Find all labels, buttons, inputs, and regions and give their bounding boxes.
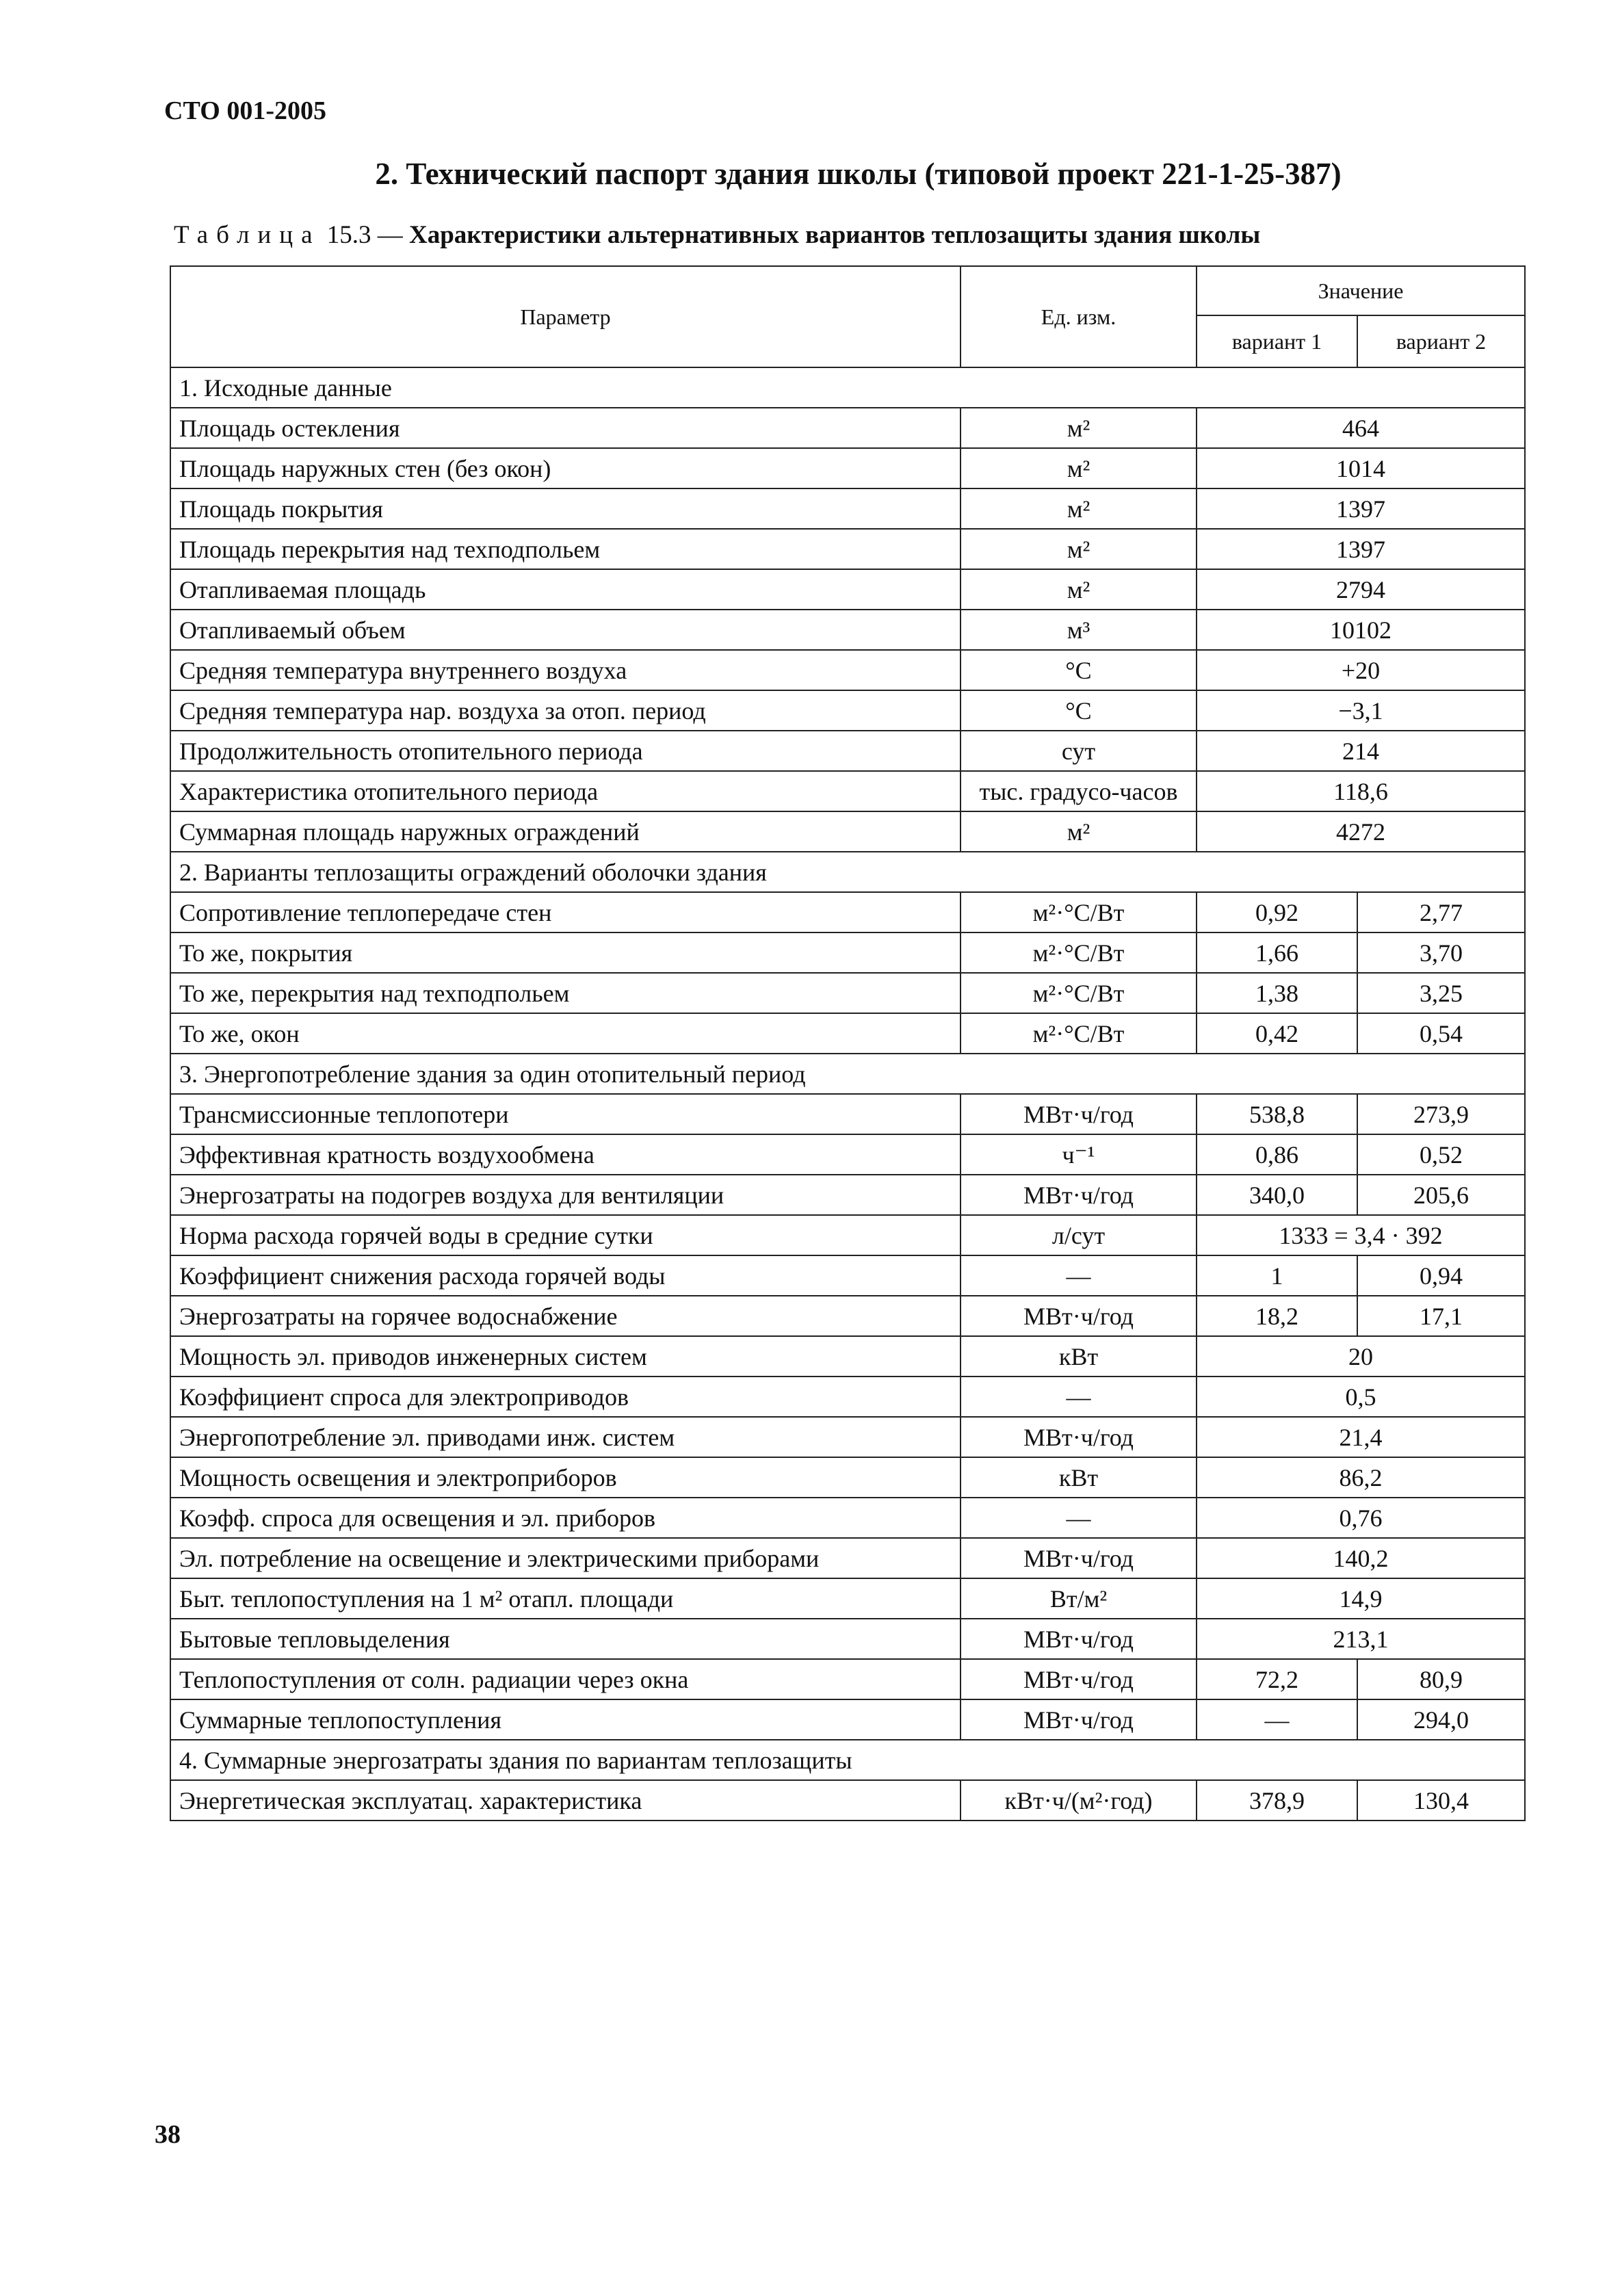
table-row [170, 1699, 1525, 1740]
table-row [170, 1780, 1525, 1821]
variant-1-cell: 378,9 [1197, 1780, 1357, 1821]
value-cell: 14,9 [1197, 1578, 1525, 1619]
value-cell: 21,4 [1197, 1417, 1525, 1457]
table-row [170, 610, 1525, 650]
param-cell: Площадь наружных стен (без окон) [170, 448, 961, 488]
param-cell: Коэфф. спроса для освещения и эл. приборов [170, 1498, 961, 1538]
table-row [170, 1538, 1525, 1578]
table-row [170, 771, 1525, 811]
param-cell: То же, окон [170, 1013, 961, 1054]
param-cell: Средняя температура нар. воздуха за отоп. период [170, 690, 961, 731]
variant-2-cell: 2,77 [1357, 892, 1525, 932]
param-cell: То же, покрытия [170, 932, 961, 973]
unit-cell: МВт·ч/год [961, 1175, 1197, 1215]
table-row [170, 1578, 1525, 1619]
param-cell: Площадь покрытия [170, 488, 961, 529]
variant-1-cell: 0,92 [1197, 892, 1357, 932]
variant-1-cell: 72,2 [1197, 1659, 1357, 1699]
unit-cell: МВт·ч/год [961, 1619, 1197, 1659]
unit-cell: сут [961, 731, 1197, 771]
table-row [170, 408, 1525, 448]
param-cell: Площадь перекрытия над техподпольем [170, 529, 961, 569]
param-cell: Теплопоступления от солн. радиации через окна [170, 1659, 961, 1699]
table-caption [174, 220, 1260, 250]
header-unit: Ед. изм. [961, 266, 1197, 367]
table-row [170, 1498, 1525, 1538]
param-cell: Трансмиссионные теплопотери [170, 1094, 961, 1134]
table-row [170, 1377, 1525, 1417]
param-cell: Бытовые тепловыделения [170, 1619, 961, 1659]
table-row [170, 1215, 1525, 1255]
unit-cell: МВт·ч/год [961, 1659, 1197, 1699]
table-row [170, 1336, 1525, 1377]
variant-2-cell: 205,6 [1357, 1175, 1525, 1215]
unit-cell: тыс. градусо-часов [961, 771, 1197, 811]
unit-cell: м² [961, 448, 1197, 488]
table-row [170, 1457, 1525, 1498]
unit-cell: м² [961, 488, 1197, 529]
variant-1-cell: 1 [1197, 1255, 1357, 1296]
section-row [170, 1740, 1525, 1780]
table-caption-label: Таблица [174, 221, 321, 249]
value-cell: 86,2 [1197, 1457, 1525, 1498]
unit-cell: °С [961, 690, 1197, 731]
variant-1-cell: 340,0 [1197, 1175, 1357, 1215]
header-variant-1: вариант 1 [1197, 315, 1357, 367]
unit-cell: Вт/м² [961, 1578, 1197, 1619]
header-variant-2: вариант 2 [1357, 315, 1525, 367]
table-row [170, 932, 1525, 973]
param-cell: Энергозатраты на подогрев воздуха для вентиляции [170, 1175, 961, 1215]
param-cell: Энергопотребление эл. приводами инж. систем [170, 1417, 961, 1457]
variant-1-cell: 0,86 [1197, 1134, 1357, 1175]
section-title-text: 2. Технический паспорт здания школы (типовой проект 221-1-25-387) [375, 157, 1342, 191]
table-row [170, 1134, 1525, 1175]
section-row [170, 852, 1525, 892]
param-cell: Мощность освещения и электроприборов [170, 1457, 961, 1498]
value-cell: 1397 [1197, 529, 1525, 569]
param-cell: Быт. теплопоступления на 1 м² отапл. площади [170, 1578, 961, 1619]
param-cell: Сопротивление теплопередаче стен [170, 892, 961, 932]
section-title: 2. Варианты теплозащиты ограждений оболочки здания [170, 852, 1525, 892]
value-cell: 10102 [1197, 610, 1525, 650]
param-cell: Отапливаемая площадь [170, 569, 961, 610]
unit-cell: м²·°С/Вт [961, 1013, 1197, 1054]
value-cell: 4272 [1197, 811, 1525, 852]
value-cell: 464 [1197, 408, 1525, 448]
table-row [170, 892, 1525, 932]
param-cell: То же, перекрытия над техподпольем [170, 973, 961, 1013]
param-cell: Средняя температура внутреннего воздуха [170, 650, 961, 690]
unit-cell: м²·°С/Вт [961, 892, 1197, 932]
table-body [170, 266, 1525, 1821]
document-code: СТО 001-2005 [164, 96, 326, 125]
table-row [170, 448, 1525, 488]
table-row [170, 1417, 1525, 1457]
table-caption-text: Характеристики альтернативных вариантов теплозащиты здания школы [409, 221, 1261, 249]
variant-2-cell: 0,54 [1357, 1013, 1525, 1054]
value-cell: 20 [1197, 1336, 1525, 1377]
table-caption-number: 15.3 — [326, 221, 403, 249]
unit-cell: МВт·ч/год [961, 1296, 1197, 1336]
param-cell: Энергетическая эксплуатац. характеристика [170, 1780, 961, 1821]
value-cell: 2794 [1197, 569, 1525, 610]
value-cell: 0,5 [1197, 1377, 1525, 1417]
value-cell: −3,1 [1197, 690, 1525, 731]
value-cell: 118,6 [1197, 771, 1525, 811]
table-row [170, 1013, 1525, 1054]
variant-2-cell: 17,1 [1357, 1296, 1525, 1336]
value-cell: 1014 [1197, 448, 1525, 488]
unit-cell: м² [961, 811, 1197, 852]
section-row [170, 1054, 1525, 1094]
param-cell: Суммарная площадь наружных ограждений [170, 811, 961, 852]
unit-cell: м² [961, 408, 1197, 448]
param-cell: Суммарные теплопоступления [170, 1699, 961, 1740]
param-cell: Отапливаемый объем [170, 610, 961, 650]
param-cell: Энергозатраты на горячее водоснабжение [170, 1296, 961, 1336]
table-header-row [170, 266, 1525, 315]
value-cell: 1333 = 3,4 · 392 [1197, 1215, 1525, 1255]
section-title: 4. Суммарные энергозатраты здания по вариантам теплозащиты [170, 1740, 1525, 1780]
unit-cell: м²·°С/Вт [961, 932, 1197, 973]
param-cell: Площадь остекления [170, 408, 961, 448]
param-cell: Норма расхода горячей воды в средние сутки [170, 1215, 961, 1255]
value-cell: 1397 [1197, 488, 1525, 529]
table-row [170, 731, 1525, 771]
variant-1-cell: 18,2 [1197, 1296, 1357, 1336]
unit-cell: — [961, 1255, 1197, 1296]
variant-2-cell: 3,25 [1357, 973, 1525, 1013]
variant-2-cell: 130,4 [1357, 1780, 1525, 1821]
param-cell: Характеристика отопительного периода [170, 771, 961, 811]
param-cell: Эл. потребление на освещение и электрическими приборами [170, 1538, 961, 1578]
param-cell: Коэффициент снижения расхода горячей воды [170, 1255, 961, 1296]
unit-cell: МВт·ч/год [961, 1094, 1197, 1134]
table-row [170, 811, 1525, 852]
variant-1-cell: 538,8 [1197, 1094, 1357, 1134]
section-title: 1. Исходные данные [170, 367, 1525, 408]
table-row [170, 1619, 1525, 1659]
characteristics-table [170, 265, 1526, 1821]
table-row [170, 1175, 1525, 1215]
unit-cell: кВт [961, 1457, 1197, 1498]
variant-1-cell: 0,42 [1197, 1013, 1357, 1054]
value-cell: 213,1 [1197, 1619, 1525, 1659]
variant-2-cell: 0,94 [1357, 1255, 1525, 1296]
unit-cell: л/сут [961, 1215, 1197, 1255]
unit-cell: — [961, 1377, 1197, 1417]
unit-cell: кВт [961, 1336, 1197, 1377]
unit-cell: кВт·ч/(м²·год) [961, 1780, 1197, 1821]
variant-2-cell: 273,9 [1357, 1094, 1525, 1134]
table-row [170, 569, 1525, 610]
param-cell: Мощность эл. приводов инженерных систем [170, 1336, 961, 1377]
unit-cell: м³ [961, 610, 1197, 650]
table-row [170, 690, 1525, 731]
variant-2-cell: 80,9 [1357, 1659, 1525, 1699]
unit-cell: ч⁻¹ [961, 1134, 1197, 1175]
section-title: 3. Энергопотребление здания за один отопительный период [170, 1054, 1525, 1094]
unit-cell: МВт·ч/год [961, 1417, 1197, 1457]
section-row [170, 367, 1525, 408]
table-row [170, 488, 1525, 529]
unit-cell: МВт·ч/год [961, 1699, 1197, 1740]
header-param: Параметр [170, 266, 961, 367]
unit-cell: °С [961, 650, 1197, 690]
variant-2-cell: 294,0 [1357, 1699, 1525, 1740]
page-number: 38 [155, 2120, 181, 2149]
value-cell: 0,76 [1197, 1498, 1525, 1538]
param-cell: Продолжительность отопительного периода [170, 731, 961, 771]
section-title [0, 156, 1607, 192]
value-cell: 140,2 [1197, 1538, 1525, 1578]
value-cell: 214 [1197, 731, 1525, 771]
table-row [170, 529, 1525, 569]
variant-1-cell: 1,38 [1197, 973, 1357, 1013]
table-row [170, 1094, 1525, 1134]
variant-1-cell: 1,66 [1197, 932, 1357, 973]
value-cell: +20 [1197, 650, 1525, 690]
unit-cell: МВт·ч/год [961, 1538, 1197, 1578]
table-row [170, 1296, 1525, 1336]
variant-2-cell: 0,52 [1357, 1134, 1525, 1175]
unit-cell: м²·°С/Вт [961, 973, 1197, 1013]
header-value: Значение [1197, 266, 1525, 315]
table-row [170, 1659, 1525, 1699]
unit-cell: м² [961, 529, 1197, 569]
unit-cell: — [961, 1498, 1197, 1538]
param-cell: Эффективная кратность воздухообмена [170, 1134, 961, 1175]
param-cell: Коэффициент спроса для электроприводов [170, 1377, 961, 1417]
unit-cell: м² [961, 569, 1197, 610]
variant-2-cell: 3,70 [1357, 932, 1525, 973]
table-row [170, 650, 1525, 690]
table-row [170, 1255, 1525, 1296]
table-row [170, 973, 1525, 1013]
variant-1-cell: — [1197, 1699, 1357, 1740]
